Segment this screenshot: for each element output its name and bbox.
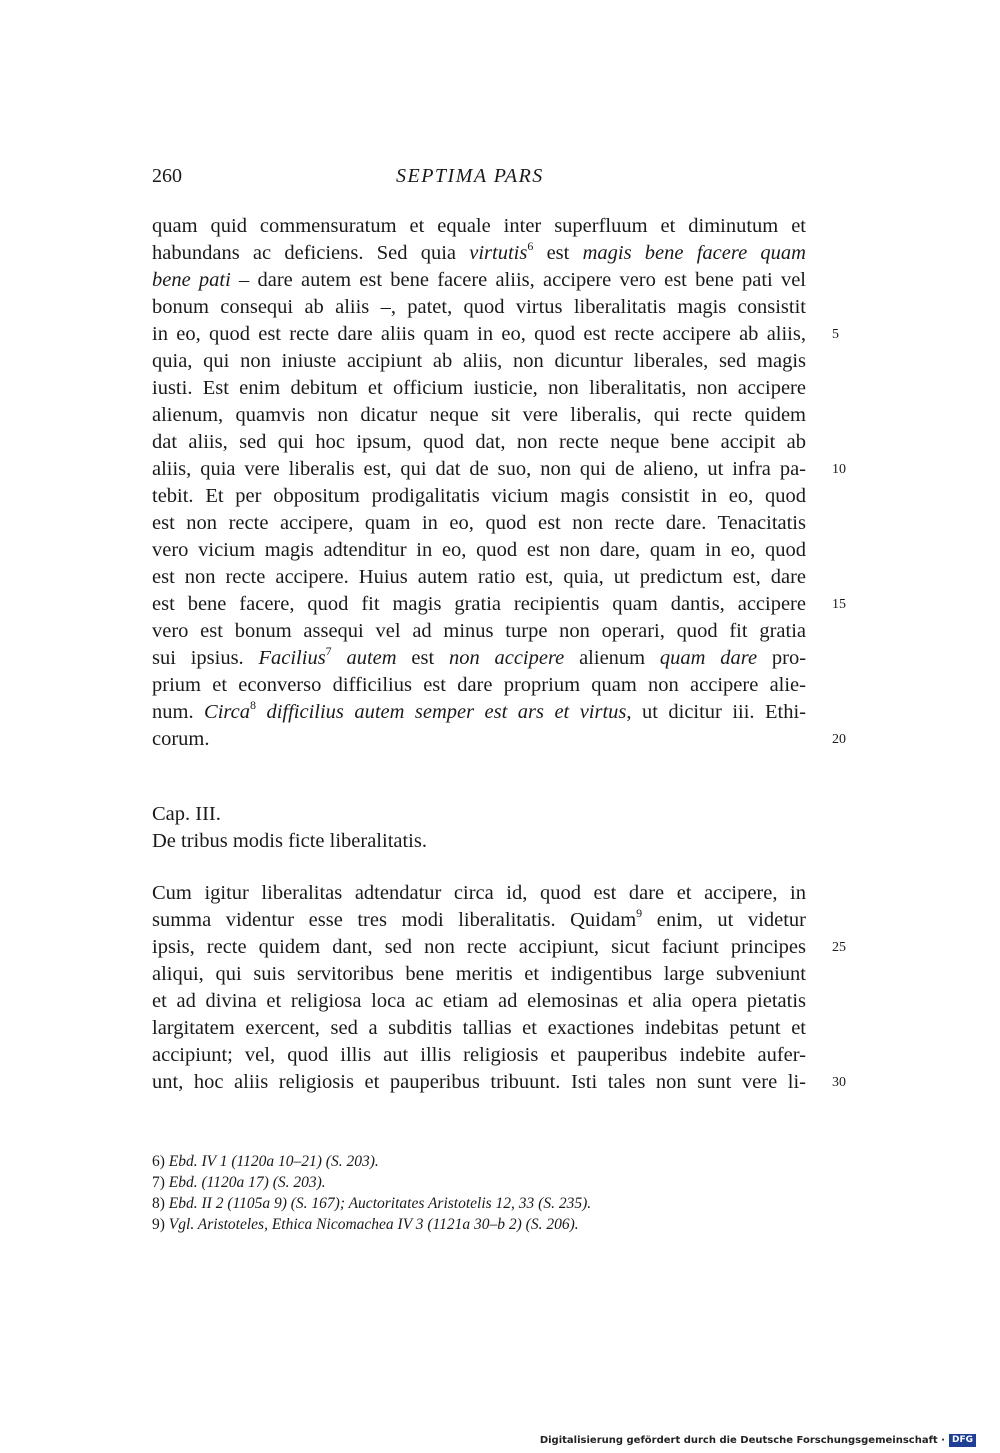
digitization-credit (540, 1434, 976, 1447)
text-line: est non recte accipere. Huius autem ratio est, quia, ut predictum est, dare (152, 566, 806, 588)
text-line: quam quid commensuratum et equale inter superfluum et diminutum et (152, 215, 806, 237)
text-line: largitatem exercent, sed a subditis tallias et exactiones indebitas petunt et (152, 1017, 806, 1039)
line-number: 5 (832, 327, 839, 342)
line-number: 15 (832, 597, 846, 612)
line-number: 30 (832, 1075, 846, 1090)
text-line: corum. (152, 728, 210, 750)
credit-text: Digitalisierung gefördert durch die Deutsche Forschungsgemeinschaft · (539, 1435, 945, 1446)
text-line: unt, hoc aliis religiosis et pauperibus tribuunt. Isti tales non sunt vere li- (152, 1071, 806, 1093)
text-line: bonum consequi ab aliis –, patet, quod virtus liberalitatis magis consistit (152, 296, 806, 318)
text-line: vero vicium magis adtenditur in eo, quod est non dare, quam in eo, quod (152, 539, 806, 561)
footnote: 7) Ebd. (1120a 17) (S. 203). (152, 1174, 326, 1191)
dfg-logo: DFG (949, 1434, 976, 1447)
text-line: quia, qui non iniuste accipiunt ab aliis, non dicuntur liberales, sed magis (152, 350, 806, 372)
text-line: est non recte accipere, quam in eo, quod est non recte dare. Tenacitatis (152, 512, 806, 534)
footnote: 9) Vgl. Aristoteles, Ethica Nicomachea IV 3 (1121a 30–b 2) (S. 206). (152, 1216, 579, 1233)
chapter-title: De tribus modis ficte liberalitatis. (152, 830, 427, 852)
text-line: aliqui, qui suis servitoribus bene meritis et indigentibus large subveniunt (152, 963, 806, 985)
line-number: 20 (832, 732, 846, 747)
footnote: 8) Ebd. II 2 (1105a 9) (S. 167); Auctoritates Aristotelis 12, 33 (S. 235). (152, 1195, 592, 1212)
text-line: alienum, quamvis non dicatur neque sit vere liberalis, qui recte quidem (152, 404, 806, 426)
line-number: 25 (832, 940, 846, 955)
page-number: 260 (152, 165, 182, 187)
text-line: est bene facere, quod fit magis gratia recipientis quam dantis, accipere (152, 593, 806, 615)
text-line: sui ipsius. Facilius$^7$ autem est non accipere alienum quam dare pro- (152, 644, 807, 669)
text-line: tebit. Et per obpositum prodigalitatis vicium magis consistit in eo, quod (152, 485, 806, 507)
text-line: num. Circa$^8$ difficilius autem semper est ars et virtus, ut dicitur iii. Ethi- (152, 698, 806, 723)
text-line: vero est bonum assequi vel ad minus turpe non operari, quod fit gratia (152, 620, 806, 642)
text-line: dat aliis, sed qui hoc ipsum, quod dat, non recte neque bene accipit ab (152, 431, 806, 453)
text-line: in eo, quod est recte dare aliis quam in eo, quod est recte accipere ab aliis, (152, 323, 806, 345)
text-line: accipiunt; vel, quod illis aut illis religiosis et pauperibus indebite aufer- (152, 1044, 806, 1066)
text-line: habundans ac deficiens. Sed quia virtutis$^6$ est magis bene facere quam (152, 239, 806, 264)
text-line: summa videntur esse tres modi liberalitatis. Quidam$^9$ enim, ut videtur (152, 906, 806, 931)
text-line: iusti. Est enim debitum et officium iusticie, non liberalitatis, non accipere (152, 377, 806, 399)
text-line: Cum igitur liberalitas adtendatur circa id, quod est dare et accipere, in (152, 882, 806, 904)
chapter-label: Cap. III. (152, 803, 221, 825)
line-number: 10 (832, 462, 846, 477)
text-line: aliis, quia vere liberalis est, qui dat de suo, non qui de alieno, ut infra pa- (152, 458, 806, 480)
text-line: ipsis, recte quidem dant, sed non recte accipiunt, sicut faciunt principes (152, 936, 806, 958)
footnote: 6) Ebd. IV 1 (1120a 10–21) (S. 203). (152, 1153, 379, 1170)
text-line: et ad divina et religiosa loca ac etiam ad elemosinas et alia opera pietatis (152, 990, 806, 1012)
running-title: SEPTIMA PARS (396, 165, 544, 187)
text-line: prium et econverso difficilius est dare proprium quam non accipere alie- (152, 674, 806, 696)
text-line: bene pati – dare autem est bene facere aliis, accipere vero est bene pati vel (152, 269, 806, 291)
